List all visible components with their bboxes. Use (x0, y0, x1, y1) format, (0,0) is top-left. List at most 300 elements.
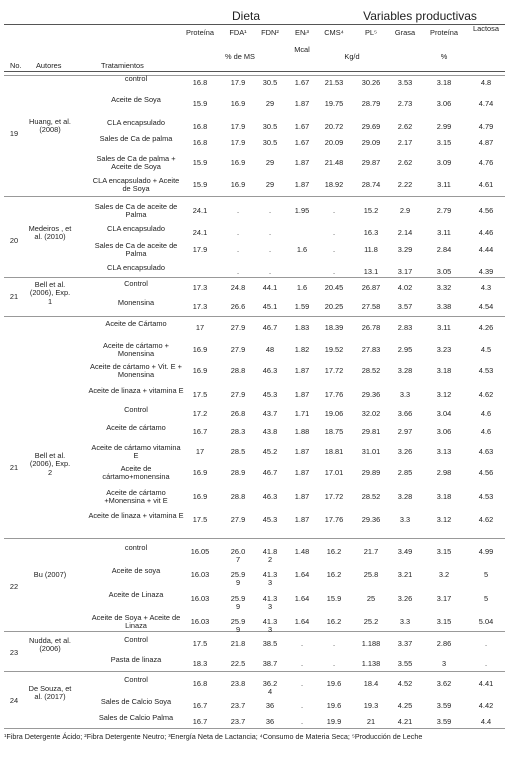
row-value: 27.58 (361, 302, 381, 311)
row-value: 3.26 (397, 447, 413, 456)
row-treatment: Sales de Calcio Palma (98, 713, 174, 722)
row-value: 19.3 (363, 701, 379, 710)
row-value: 27.83 (361, 345, 381, 354)
row-value: 4.53 (478, 492, 494, 501)
row-value: 18.3 (192, 659, 208, 668)
row-value: 1.64 (294, 594, 310, 603)
row-value: 30.26 (361, 78, 381, 87)
row-value: . (300, 659, 304, 668)
row-value: 43.8 (262, 427, 278, 436)
row-value: 3.15 (436, 617, 452, 626)
row-treatment: Aceite de Soya (111, 95, 161, 104)
footnote: ¹Fibra Detergente Ácido; ²Fibra Detergente Neutro; ³Energía Neta de Lactancia; ⁴Consumo de Materia Seca; ⁵Producción de Leche (4, 732, 423, 741)
row-treatment: control (124, 543, 148, 552)
unit-kgd: Kg/d (344, 52, 360, 61)
row-value: 2.9 (399, 206, 411, 215)
row-value: 45.3 (262, 390, 278, 399)
row-value: . (268, 267, 272, 276)
row-value: 3.18 (436, 492, 452, 501)
row-value: 3.28 (397, 366, 413, 375)
row-treatment: Pasta de linaza (110, 655, 162, 664)
row-value: 27.9 (230, 323, 246, 332)
row-value: 23.7 (230, 701, 246, 710)
row-value: 1.6 (296, 283, 308, 292)
row-value: 3.49 (397, 547, 413, 556)
group-author: Bu (2007) (33, 570, 67, 579)
row-treatment: Aceite de cártamo+monensina (102, 464, 170, 482)
row-value: 2.95 (397, 345, 413, 354)
row-value: 38.7 (262, 659, 278, 668)
row-treatment: Sales de Calcio Soya (100, 697, 172, 706)
row-value: 29 (265, 158, 275, 167)
row-value: 15.9 (192, 158, 208, 167)
row-value: . (268, 206, 272, 215)
rule (4, 728, 505, 729)
row-value: 16.9 (230, 180, 246, 189)
row-value: 3.2 (438, 570, 450, 579)
row-value: 4.26 (478, 323, 494, 332)
row-value: 3.13 (436, 447, 452, 456)
row-value: 4.44 (478, 245, 494, 254)
row-value: 2.97 (397, 427, 413, 436)
row-value: 3.09 (436, 158, 452, 167)
row-value: 26.87 (361, 283, 381, 292)
row-value: 24.1 (192, 206, 208, 215)
row-value: 4.63 (478, 447, 494, 456)
row-value: 41.8 2 (262, 547, 278, 565)
rule (4, 71, 505, 72)
row-value: 26.0 7 (230, 547, 246, 565)
row-value: 4.79 (478, 122, 494, 131)
row-value: 2.73 (397, 99, 413, 108)
row-value: 29.09 (361, 138, 381, 147)
row-value: . (332, 228, 336, 237)
row-value: 3.3 (399, 390, 411, 399)
row-value: 3.11 (437, 228, 451, 237)
row-value: 27.9 (230, 515, 246, 524)
rule (4, 196, 505, 197)
row-value: 28.8 (230, 492, 246, 501)
row-value: 4.46 (478, 228, 494, 237)
row-value: 29.81 (361, 427, 381, 436)
row-value: 3.3 (399, 617, 411, 626)
unit-mcal: Mcal (294, 45, 310, 54)
row-value: 2.99 (436, 122, 452, 131)
row-treatment: Aceite de soya (111, 566, 161, 575)
row-treatment: Aceite de Linaza (108, 590, 164, 599)
row-value: 4.41 (478, 679, 494, 688)
row-value: 28.9 (230, 468, 246, 477)
row-value: 4.87 (478, 138, 494, 147)
row-value: 17 (195, 323, 205, 332)
row-value: 17.76 (324, 515, 344, 524)
row-value: 16.9 (192, 345, 208, 354)
group-author: Bell et al. (2006), Exp. 1 (29, 280, 71, 306)
row-value: 3.12 (436, 390, 452, 399)
row-value: 19.75 (324, 99, 344, 108)
row-value: 5 (483, 594, 489, 603)
row-value: 19.6 (326, 679, 342, 688)
row-value: 3.32 (436, 283, 452, 292)
row-value: 46.7 (262, 323, 278, 332)
row-value: 21 (366, 717, 376, 726)
rule (4, 631, 505, 632)
row-value: 18.4 (363, 679, 379, 688)
row-value: . (332, 206, 336, 215)
group-author: Huang, et al. (2008) (29, 117, 71, 135)
row-value: 4.62 (478, 390, 494, 399)
row-value: 1.95 (294, 206, 310, 215)
row-value: 3.17 (397, 267, 413, 276)
row-value: 3.37 (397, 639, 413, 648)
row-treatment: CLA encapsulado (107, 263, 165, 272)
row-value: 17.9 (230, 122, 246, 131)
row-value: 16.7 (192, 717, 208, 726)
col-no: No. (10, 61, 22, 70)
row-value: 1.88 (294, 427, 310, 436)
row-value: 25.8 (363, 570, 379, 579)
row-value: 25.9 9 (230, 594, 246, 612)
row-treatment: Aceite de cártamo + Monensina (103, 341, 169, 359)
row-treatment: Control (124, 279, 148, 288)
group-number: 21 (9, 463, 19, 472)
row-value: 16.8 (192, 78, 208, 87)
row-value: 19.06 (324, 409, 344, 418)
row-value: 3.04 (436, 409, 452, 418)
rule (4, 277, 505, 278)
row-value: 1.138 (361, 659, 381, 668)
row-value: 1.87 (294, 515, 310, 524)
group-number: 20 (9, 236, 19, 245)
row-value: 16.03 (190, 594, 210, 603)
row-value: 28.5 (230, 447, 246, 456)
row-value: 19.6 (326, 701, 342, 710)
row-value: . (236, 228, 240, 237)
group-number: 19 (9, 129, 19, 138)
row-value: 43.7 (262, 409, 278, 418)
row-value: 4.42 (478, 701, 494, 710)
row-value: 1.83 (294, 323, 310, 332)
row-value: 17.72 (324, 366, 344, 375)
row-value: 3.17 (436, 594, 452, 603)
row-value: 1.87 (294, 492, 310, 501)
rule (4, 24, 505, 25)
row-value: 3.26 (397, 594, 413, 603)
row-value: 17.9 (230, 78, 246, 87)
row-value: 1.87 (294, 99, 310, 108)
col-fdn: FDN² (261, 28, 279, 37)
group-number: 22 (9, 582, 19, 591)
row-value: 4.4 (480, 717, 492, 726)
row-value: 24.8 (230, 283, 246, 292)
row-value: 1.87 (294, 366, 310, 375)
row-value: 2.84 (436, 245, 452, 254)
row-value: 24.1 (192, 228, 208, 237)
row-treatment: CLA encapsulado (107, 118, 165, 127)
row-value: 1.82 (294, 345, 310, 354)
row-value: 29.69 (361, 122, 381, 131)
row-value: 4.39 (478, 267, 494, 276)
row-value: . (332, 245, 336, 254)
row-value: 3.59 (436, 701, 452, 710)
row-value: 4.6 (480, 427, 492, 436)
row-value: 3.06 (436, 427, 452, 436)
row-value: 16.9 (230, 158, 246, 167)
row-value: 4.61 (478, 180, 494, 189)
group-number: 21 (9, 292, 19, 301)
row-value: 1.59 (294, 302, 310, 311)
col-proteina: Proteína (186, 28, 214, 37)
row-value: 19.52 (324, 345, 344, 354)
row-value: 36 (265, 701, 275, 710)
row-value: . (300, 679, 304, 688)
row-value: 3.15 (436, 138, 452, 147)
row-value: 3.3 (399, 515, 411, 524)
row-value: 16.7 (192, 701, 208, 710)
row-value: 4.56 (478, 206, 494, 215)
group-author: De Souza, et al. (2017) (28, 684, 72, 702)
row-value: 3.23 (436, 345, 452, 354)
row-value: 2.14 (397, 228, 413, 237)
header-dieta: Dieta (231, 9, 261, 23)
row-value: 3.38 (436, 302, 452, 311)
row-value: 4.99 (478, 547, 494, 556)
row-value: 30.5 (262, 78, 278, 87)
row-value: 23.7 (230, 717, 246, 726)
row-value: 36.2 4 (262, 679, 278, 697)
row-value: 48 (265, 345, 275, 354)
row-value: 1.87 (294, 180, 310, 189)
row-value: 3 (441, 659, 447, 668)
row-value: 20.45 (324, 283, 344, 292)
row-value: 17.5 (192, 639, 208, 648)
row-value: 17 (195, 447, 205, 456)
row-value: 18.92 (324, 180, 344, 189)
row-value: 38.5 (262, 639, 278, 648)
row-value: 30.5 (262, 122, 278, 131)
row-value: 25.2 (363, 617, 379, 626)
row-value: 3.62 (436, 679, 452, 688)
row-value: 1.87 (294, 390, 310, 399)
group-author: Medeiros , et al. (2010) (28, 224, 72, 242)
row-value: 3.55 (397, 659, 413, 668)
row-value: 45.2 (262, 447, 278, 456)
row-value: 21.7 (363, 547, 379, 556)
row-value: 36 (265, 717, 275, 726)
row-treatment: Aceite de cártamo vitamina E (91, 443, 181, 461)
row-value: 17.5 (192, 515, 208, 524)
row-value: 3.11 (437, 323, 451, 332)
row-value: 4.02 (397, 283, 413, 292)
row-value: 4.53 (478, 366, 494, 375)
row-treatment: CLA encapsulado + Aceite de Soya (92, 176, 180, 194)
row-value: 16.9 (192, 366, 208, 375)
row-value: 41.3 3 (262, 594, 278, 612)
row-value: 29.36 (361, 515, 381, 524)
row-value: 28.79 (361, 99, 381, 108)
row-value: . (332, 659, 336, 668)
row-value: 15.9 (192, 99, 208, 108)
row-value: 17.72 (324, 492, 344, 501)
row-value: 4.21 (397, 717, 413, 726)
row-value: 1.67 (294, 122, 310, 131)
row-value: 3.06 (436, 99, 452, 108)
row-value: 18.81 (324, 447, 344, 456)
row-value: 15.2 (363, 206, 379, 215)
row-treatment: control (124, 74, 148, 83)
row-treatment: Control (124, 675, 148, 684)
row-value: 21.53 (324, 78, 344, 87)
row-value: 4.54 (478, 302, 494, 311)
row-value: 17.9 (192, 245, 208, 254)
row-value: 5.04 (478, 617, 494, 626)
row-value: 2.86 (436, 639, 452, 648)
row-value: 2.83 (397, 323, 413, 332)
group-number: 24 (9, 696, 19, 705)
row-value: 18.75 (324, 427, 344, 436)
row-value: 4.6 (480, 409, 492, 418)
row-value: 1.48 (294, 547, 310, 556)
row-value: 46.7 (262, 468, 278, 477)
row-treatment: Control (124, 635, 148, 644)
row-treatment: Aceite de linaza + vitamina E (88, 511, 184, 520)
row-value: 29.36 (361, 390, 381, 399)
row-value: 16.2 (326, 547, 342, 556)
row-value: . (484, 659, 488, 668)
row-value: 46.3 (262, 492, 278, 501)
row-value: 4.25 (397, 701, 413, 710)
row-value: 44.1 (262, 283, 278, 292)
col-fda: FDA¹ (229, 28, 247, 37)
unit-pct-ms: % de MS (225, 52, 255, 61)
row-value: 15.9 (326, 594, 342, 603)
row-value: 4.62 (478, 515, 494, 524)
row-treatment: Aceite de linaza + vitamina E (88, 386, 184, 395)
row-value: 1.87 (294, 447, 310, 456)
row-value: 28.52 (361, 366, 381, 375)
header-variables: Variables productivas (363, 9, 477, 23)
row-value: 1.67 (294, 138, 310, 147)
row-value: 16.2 (326, 570, 342, 579)
col-enl: ENₗ³ (295, 28, 309, 37)
row-value: 16.03 (190, 570, 210, 579)
row-value: 21.48 (324, 158, 344, 167)
col-autores: Autores (36, 61, 62, 70)
row-value: 28.52 (361, 492, 381, 501)
row-value: 25.9 9 (230, 617, 246, 635)
row-value: 4.52 (397, 679, 413, 688)
row-value: 28.74 (361, 180, 381, 189)
row-value: 3.53 (397, 78, 413, 87)
row-value: 17.2 (192, 409, 208, 418)
row-value: . (236, 206, 240, 215)
row-value: . (300, 639, 304, 648)
row-value: 3.18 (436, 366, 452, 375)
row-value: 17.5 (192, 390, 208, 399)
row-value: 3.57 (397, 302, 413, 311)
row-treatment: Sales de Ca de palma + Aceite de Soya (96, 154, 176, 172)
row-value: 2.17 (397, 138, 413, 147)
row-value: 20.09 (324, 138, 344, 147)
row-value: 15.9 (192, 180, 208, 189)
row-treatment: Monensina (117, 298, 155, 307)
rule (4, 316, 505, 317)
row-value: 1.87 (294, 468, 310, 477)
row-value: 16.9 (192, 492, 208, 501)
col-cms: CMS⁴ (324, 28, 344, 37)
row-value: 3.12 (436, 515, 452, 524)
row-value: 45.3 (262, 515, 278, 524)
row-value: 1.67 (294, 78, 310, 87)
row-value: 41.3 3 (262, 617, 278, 635)
row-value: 26.6 (230, 302, 246, 311)
row-value: 29 (265, 180, 275, 189)
row-treatment: Aceite de Soya + Aceite de Linaza (91, 613, 181, 631)
row-value: 17.9 (230, 138, 246, 147)
rule (4, 75, 505, 76)
row-value: 30.5 (262, 138, 278, 147)
row-value: 13.1 (363, 267, 379, 276)
row-value: 3.29 (397, 245, 413, 254)
row-treatment: Control (124, 405, 148, 414)
row-value: 29 (265, 99, 275, 108)
row-value: 17.01 (324, 468, 344, 477)
row-value: 18.39 (324, 323, 344, 332)
row-value: 23.8 (230, 679, 246, 688)
row-value: 1.71 (294, 409, 310, 418)
row-value: 4.3 (480, 283, 492, 292)
row-value: 3.11 (437, 180, 451, 189)
row-value: 5 (483, 570, 489, 579)
row-value: 4.74 (478, 99, 494, 108)
row-value: 1.188 (361, 639, 381, 648)
row-value: 29.89 (361, 468, 381, 477)
row-value: 16.9 (230, 99, 246, 108)
row-value: 19.9 (326, 717, 342, 726)
row-value: 32.02 (361, 409, 381, 418)
row-value: 28.8 (230, 366, 246, 375)
row-treatment: Aceite de cártamo + Vit. E + Monensina (90, 362, 182, 380)
row-value: 1.64 (294, 617, 310, 626)
row-value: 3.18 (436, 78, 452, 87)
row-value: 31.01 (361, 447, 381, 456)
row-value: 2.98 (436, 468, 452, 477)
row-value: 16.8 (192, 138, 208, 147)
row-value: . (484, 639, 488, 648)
row-value: 20.25 (324, 302, 344, 311)
row-treatment: Aceite de cártamo (106, 423, 166, 432)
row-value: 3.66 (397, 409, 413, 418)
row-value: 1.6 (296, 245, 308, 254)
row-value: 22.5 (230, 659, 246, 668)
row-value: . (300, 717, 304, 726)
row-treatment: CLA encapsulado (107, 224, 165, 233)
col-pl: PL⁵ (364, 28, 378, 37)
col-grasa: Grasa (394, 28, 416, 37)
row-value: . (268, 245, 272, 254)
row-treatment: Aceite de Cártamo (105, 319, 167, 328)
group-author: Nudda, et al. (2006) (29, 636, 71, 654)
row-value: 3.05 (436, 267, 452, 276)
row-value: 21.8 (230, 639, 246, 648)
col-tratamientos: Tratamientos (101, 61, 144, 70)
row-value: 3.15 (436, 547, 452, 556)
row-value: 2.62 (397, 122, 413, 131)
row-value: 16.2 (326, 617, 342, 626)
row-value: . (236, 267, 240, 276)
row-value: 4.56 (478, 468, 494, 477)
row-value: 2.79 (436, 206, 452, 215)
